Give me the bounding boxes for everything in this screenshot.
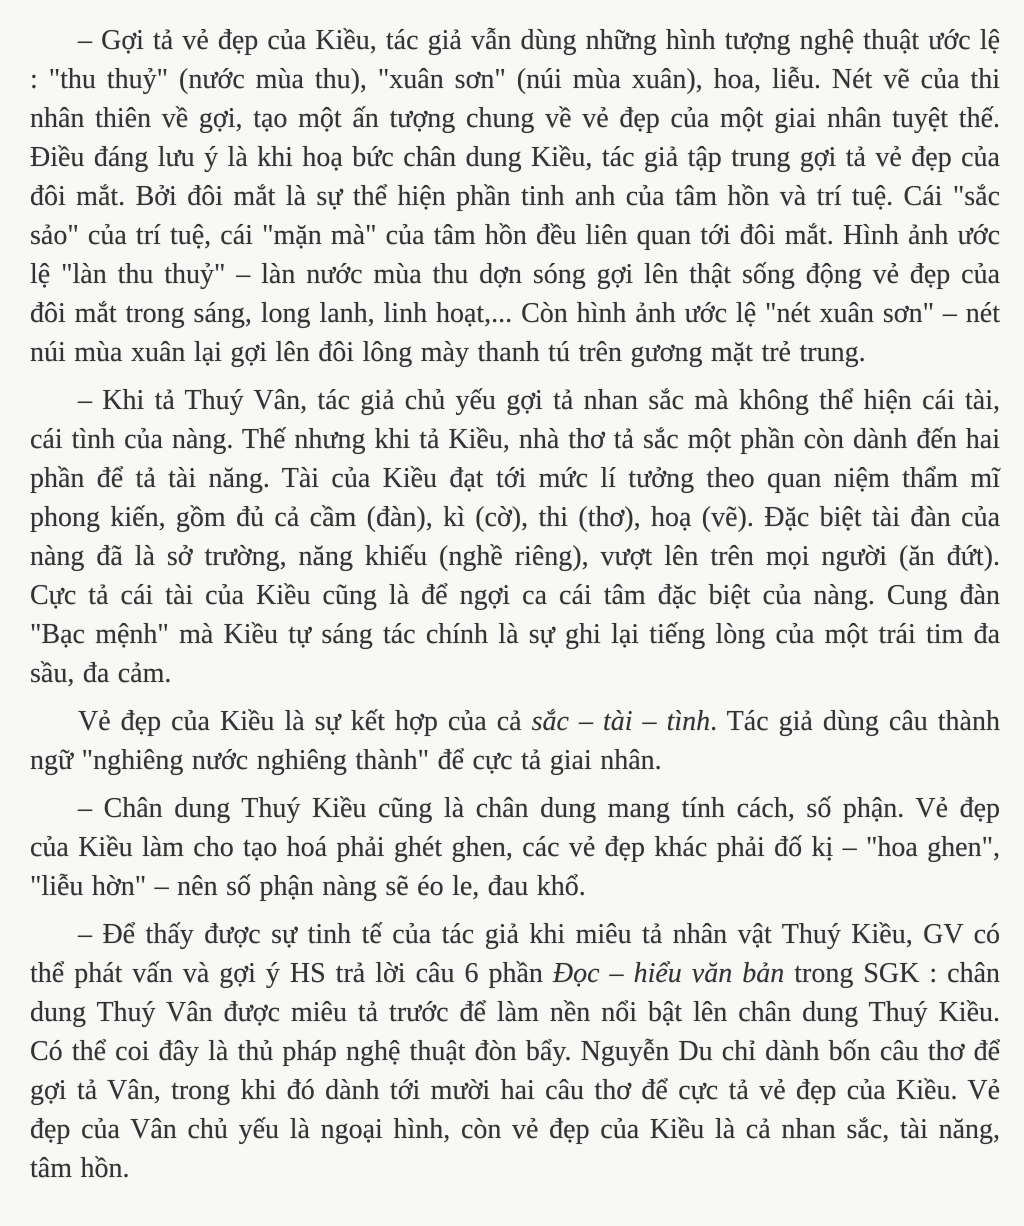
text-segment: Vẻ đẹp của Kiều là sự kết hợp của cả (78, 706, 532, 737)
paragraph (30, 789, 1000, 906)
text-segment: trong SGK : chân dung Thuý Vân được miêu tả trước để làm nền nổi bật lên chân dung Thuý Kiều. Có thể coi đây là thủ pháp nghệ thuật đòn bẩy. Nguyễn Du chỉ dành bốn câu thơ để gợi tả Vân, trong khi đó dành tới mười hai câu thơ để cực tả vẻ đẹp của Kiều. Vẻ đẹp của Vân chủ yếu là ngoại hình, còn vẻ đẹp của Kiều là cả nhan sắc, tài năng, tâm hồn. (30, 958, 1000, 1184)
text-segment: . Tác giả dùng câu thành ngữ "nghiêng nước nghiêng thành" để cực tả giai nhân. (30, 706, 1000, 776)
paragraph (30, 381, 1000, 693)
text-segment: – Gợi tả vẻ đẹp của Kiều, tác giả vẫn dùng những hình tượng nghệ thuật ước lệ : "thu thuỷ" (nước mùa thu), "xuân sơn" (núi mùa xuân), hoa, liễu. Nét vẽ của thi nhân thiên về gợi, tạo một ấn tượng chung về vẻ đẹp của một giai nhân tuyệt thế. Điều đáng lưu ý là khi hoạ bức chân dung Kiều, tác giả tập trung gợi tả vẻ đẹp của đôi mắt. Bởi đôi mắt là sự thể hiện phần tinh anh của tâm hồn và trí tuệ. Cái "sắc sảo" của trí tuệ, cái "mặn mà" của tâm hồn đều liên quan tới đôi mắt. Hình ảnh ước lệ "làn thu thuỷ" – làn nước mùa thu dợn sóng gợi lên thật sống động vẻ đẹp của đôi mắt trong sáng, long lanh, linh hoạt,... Còn hình ảnh ước lệ "nét xuân sơn" – nét núi mùa xuân lại gợi lên đôi lông mày thanh tú trên gương mặt trẻ trung. (30, 25, 1000, 368)
italic-text-segment: sắc – tài – tình (531, 706, 711, 737)
text-segment: – Chân dung Thuý Kiều cũng là chân dung mang tính cách, số phận. Vẻ đẹp của Kiều làm cho tạo hoá phải ghét ghen, các vẻ đẹp khác phải đố kị – "hoa ghen", "liễu hờn" – nên số phận nàng sẽ éo le, đau khổ. (30, 793, 1000, 902)
paragraph (30, 21, 1000, 372)
paragraph (30, 915, 1000, 1188)
paragraph (30, 702, 1000, 780)
text-segment: – Để thấy được sự tinh tế của tác giả khi miêu tả nhân vật Thuý Kiều, GV có thể phát vấn và gợi ý HS trả lời câu 6 phần (30, 919, 1000, 989)
text-body (30, 21, 1000, 1188)
text-segment: – Khi tả Thuý Vân, tác giả chủ yếu gợi tả nhan sắc mà không thể hiện cái tài, cái tình của nàng. Thế nhưng khi tả Kiều, nhà thơ tả sắc một phần còn dành đến hai phần để tả tài năng. Tài của Kiều đạt tới mức lí tưởng theo quan niệm thẩm mĩ phong kiến, gồm đủ cả cầm (đàn), kì (cờ), thi (thơ), hoạ (vẽ). Đặc biệt tài đàn của nàng đã là sở trường, năng khiếu (nghề riêng), vượt lên trên mọi người (ăn đứt). Cực tả cái tài của Kiều cũng là để ngợi ca cái tâm đặc biệt của nàng. Cung đàn "Bạc mệnh" mà Kiều tự sáng tác chính là sự ghi lại tiếng lòng của một trái tim đa sầu, đa cảm. (30, 385, 1000, 689)
italic-text-segment: Đọc – hiểu văn bản (552, 958, 785, 989)
